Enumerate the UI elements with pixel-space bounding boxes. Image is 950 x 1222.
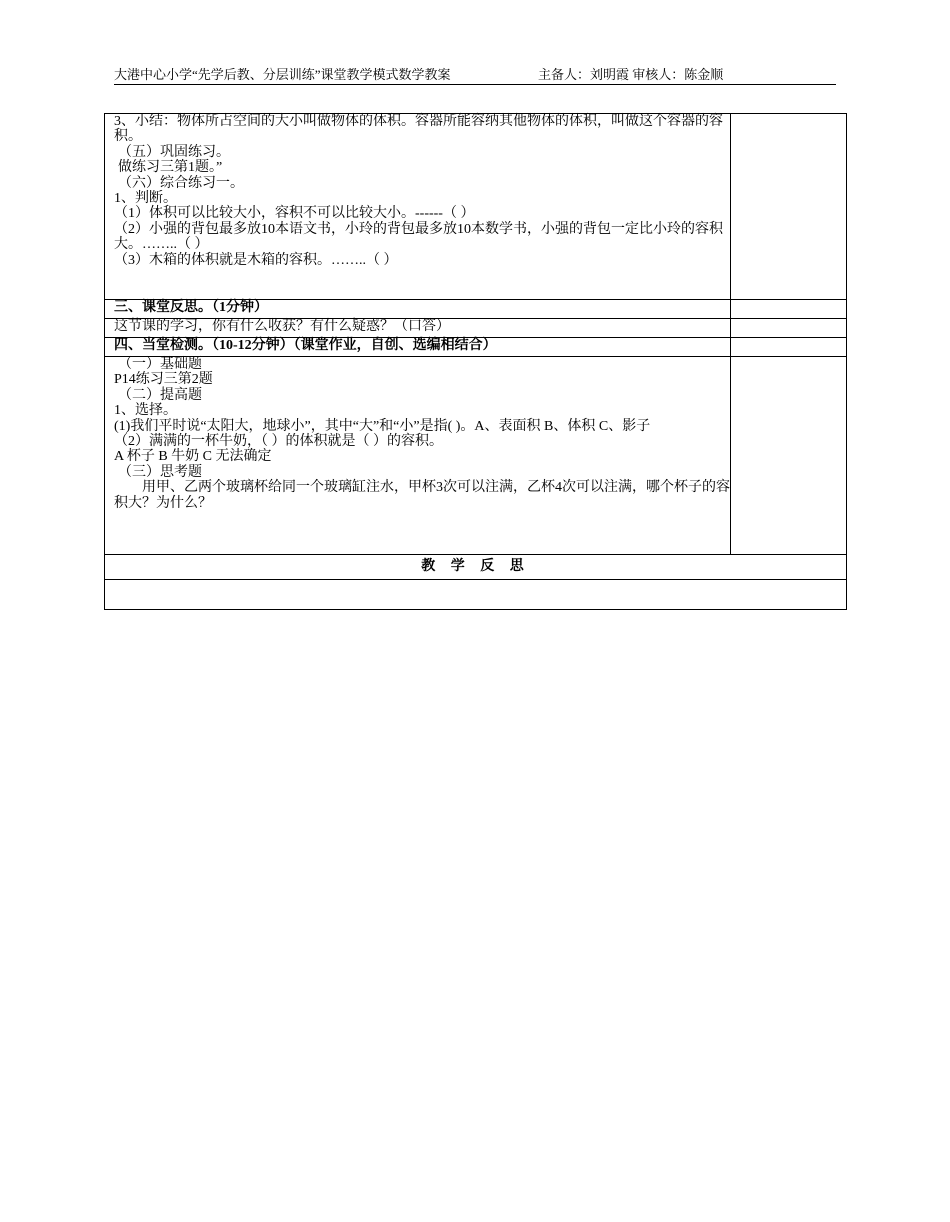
- thinking-heading: （三）思考题: [118, 464, 202, 480]
- basic-task: P14练习三第2题: [114, 372, 213, 388]
- summary-text: 3、小结：物体所占空间的大小叫做物体的体积。容器所能容纳其他物体的体积，叫做这个容器的容积。: [114, 114, 723, 145]
- judge-heading: 1、判断。: [114, 191, 177, 207]
- consolidation-heading: （五）巩固练习。: [118, 144, 230, 160]
- test-content-row: [105, 357, 847, 555]
- thinking-task: 用甲、乙两个玻璃杯给同一个玻璃缸注水，甲杯3次可以注满，乙杯4次可以注满，哪个杯子的容积大？为什么？: [114, 480, 730, 511]
- reflect-question-cell: [105, 319, 731, 338]
- consolidation-task: 做练习三第1题。”: [118, 160, 223, 176]
- main-content-row: [105, 114, 847, 300]
- judge-item-1: （1）体积可以比较大小，容积不可以比较大小。------（ ）: [114, 206, 475, 222]
- reflect-question: 这节课的学习，你有什么收获？有什么疑惑？（口答）: [114, 319, 450, 334]
- teaching-reflection-title-row: [105, 555, 847, 580]
- judge-item-3: （3）木箱的体积就是木箱的容积。……..（ ）: [114, 252, 398, 268]
- preparer-reviewer: 主备人：刘明霞 审核人：陈金顺: [538, 67, 724, 82]
- side-column-cell: [731, 319, 847, 338]
- choice-item-2-options: A 杯子 B 牛奶 C 无法确定: [114, 449, 272, 465]
- main-content-cell: [105, 114, 731, 300]
- side-column-cell: [731, 338, 847, 357]
- reflect-heading: 三、课堂反思。（1分钟）: [114, 300, 268, 315]
- advanced-heading: （二）提高题: [118, 387, 202, 403]
- test-heading: 四、当堂检测。（10-12分钟）（课堂作业，自创、选编相结合）: [114, 338, 497, 353]
- teaching-reflection-body: [105, 580, 847, 610]
- reflect-heading-cell: [105, 300, 731, 319]
- side-column-cell: [731, 357, 847, 555]
- reflect-heading-row: [105, 300, 847, 319]
- choice-heading: 1、选择。: [114, 403, 177, 419]
- test-heading-cell: [105, 338, 731, 357]
- page-header: [114, 66, 836, 85]
- lesson-plan-table: [104, 113, 847, 610]
- basic-heading: （一）基础题: [118, 357, 202, 372]
- test-content-cell: [105, 357, 731, 555]
- test-heading-row: [105, 338, 847, 357]
- side-column-cell: [731, 114, 847, 300]
- side-column-cell: [731, 300, 847, 319]
- choice-item-1: (1)我们平时说“太阳大，地球小”，其中“大”和“小”是指( )。A、表面积 B、体积 C、影子: [114, 418, 651, 434]
- choice-item-2: （2）满满的一杯牛奶，（ ）的体积就是（ ）的容积。: [114, 434, 443, 450]
- judge-item-2: （2）小强的背包最多放10本语文书，小玲的背包最多放10本数学书，小强的背包一定比小玲的容积大。……..（ ）: [114, 221, 723, 253]
- reflect-question-row: [105, 319, 847, 338]
- school-title: 大港中心小学“先学后教、分层训练”课堂教学模式数学教案: [114, 67, 451, 82]
- comprehensive-heading: （六）综合练习一。: [118, 175, 244, 191]
- teaching-reflection-title: 教 学 反 思: [105, 555, 847, 580]
- teaching-reflection-body-row: [105, 580, 847, 610]
